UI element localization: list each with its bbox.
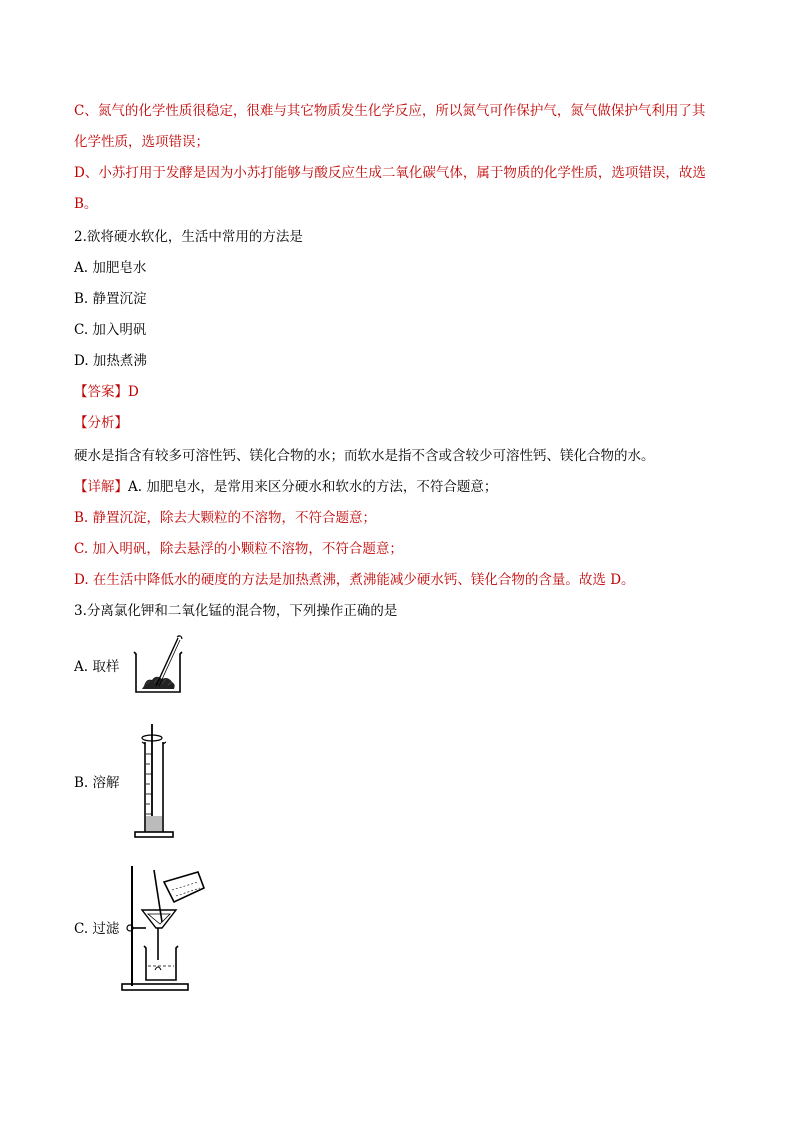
q2-detail-c-row (74, 539, 403, 559)
q3-option-b-label: B. 溶解 (74, 775, 120, 791)
detail-label: 【详解】 (74, 479, 128, 495)
q3-option-c-label: C. 过滤 (74, 921, 120, 937)
beaker-with-spatula-icon (132, 634, 184, 694)
answer-label: 【答案】 (74, 384, 128, 400)
q2-stem: 2.欲将硬水软化，生活中常用的方法是 (74, 229, 303, 245)
q3-stem: 3.分离氯化钾和二氧化锰的混合物，下列操作正确的是 (74, 603, 398, 619)
q2-option-d: D. 加热煮沸 (74, 353, 147, 369)
graduated-cylinder-with-stirring-rod-icon (132, 724, 176, 840)
q1-explanation-c-line2: 化学性质，选项错误； (74, 134, 209, 150)
q2-detail-d-row (74, 570, 635, 590)
q2-detail-b-row (74, 508, 376, 528)
q3-option-a-label: A. 取样 (74, 659, 120, 675)
q2-analysis-text: 硬水是指含有较多可溶性钙、镁化合物的水；而软水是指不含或含较少可溶性钙、镁化合物的水。 (74, 448, 655, 464)
q1-explanation-c-line1: C、氮气的化学性质很稳定，很难与其它物质发生化学反应，所以氮气可作保护气，氮气做保护气利用了其 (74, 103, 706, 119)
q2-answer (74, 382, 139, 402)
q2-option-b: B. 静置沉淀 (74, 291, 147, 307)
detail-b-text: B. 静置沉淀，除去大颗粒的不溶物，不符合题意； (74, 510, 377, 526)
detail-d-text: D. 在生活中降低水的硬度的方法是加热煮沸，煮沸能减少硬水钙、镁化合物的含量。故选 D。 (74, 572, 635, 588)
detail-a-text: A. 加肥皂水，是常用来区分硬水和软水的方法，不符合题意； (128, 479, 498, 495)
filtration-apparatus-icon (118, 862, 210, 994)
detail-c-text: C. 加入明矾，除去悬浮的小颗粒不溶物，不符合题意； (74, 541, 403, 557)
q2-analysis-label: 【分析】 (74, 415, 128, 431)
q2-option-c: C. 加入明矾 (74, 322, 147, 338)
q1-explanation-d-line2: B。 (74, 196, 98, 212)
q1-explanation-d-line1: D、小苏打用于发酵是因为小苏打能够与酸反应生成二氧化碳气体，属于物质的化学性质，选项错误，故选 (74, 165, 706, 181)
q2-detail-a (74, 477, 497, 497)
answer-value: D (128, 384, 139, 400)
q2-option-a: A. 加肥皂水 (74, 260, 147, 276)
